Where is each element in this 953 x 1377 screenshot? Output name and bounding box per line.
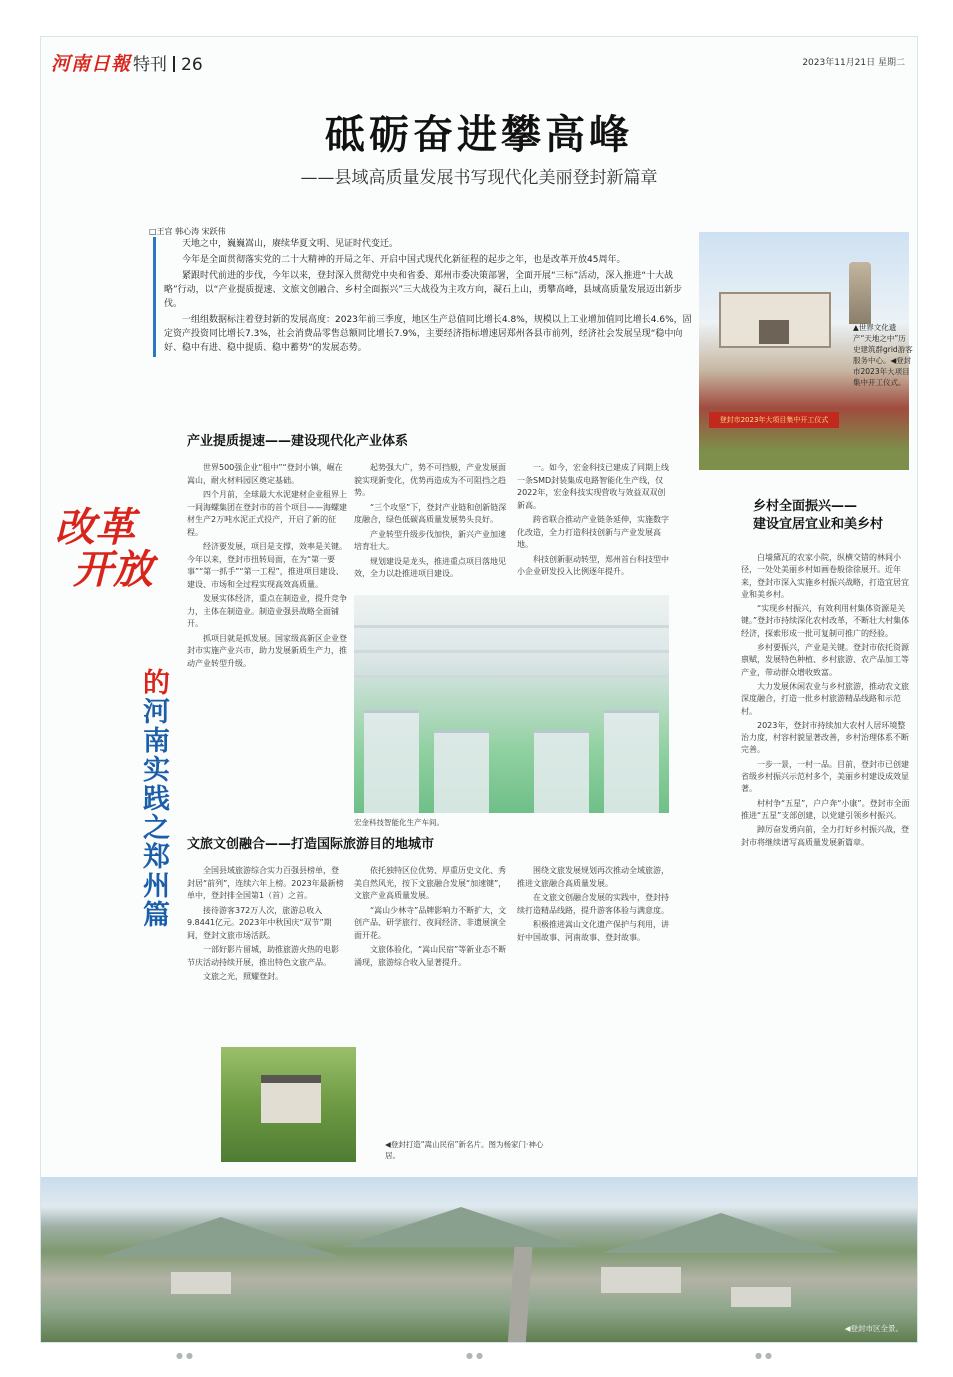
article-paragraph: 依托独特区位优势、厚重历史文化、秀美自然风光，按下文旅融合发展“加速键”，文旅产业高质量发展。: [354, 866, 507, 900]
page-subtitle: ——县域高质量发展书写现代化美丽登封新篇章: [300, 168, 658, 188]
article-paragraph: 乡村要振兴，产业是关键。登封市依托资源禀赋，发展特色种植、乡村旅游、农产品加工等产业，带动群众增收致富。: [741, 643, 909, 677]
machine-row: [604, 710, 659, 813]
building-block: [171, 1272, 231, 1294]
masthead: [41, 37, 917, 81]
mountain-shape: [341, 1207, 581, 1247]
article-paragraph: 四个月前，全球最大水泥建材企业租界上一间海螺集团在登封市的首个项目——海螺建材生产2万吨水泥正式投产，开启了新的征程。: [187, 490, 347, 537]
article-paragraph: 经济要发展，项目是支撑，效率是关键。今年以来，登封市扭转局面，在为“第一要事”“第一抓手”“第一工程”，推进项目建设、建设、市场和全过程实现高效高质量。: [187, 542, 347, 589]
article-paragraph: 规划建设是龙头，推进重点项目落地见效，全力以赴推进项目建设。: [354, 556, 506, 578]
machine-row: [364, 710, 419, 813]
panorama-caption: ◀登封市区全景。: [844, 1324, 903, 1333]
section-label: [133, 50, 203, 75]
lead-paragraph: 今年是全面贯彻落实党的二十大精神的开局之年、开启中国式现代化新征程的起步之年，也是改革开放45周年。: [182, 255, 626, 265]
byline: □王宫 韩心涛 宋跃伟: [149, 227, 226, 236]
building-block: [601, 1267, 681, 1293]
homestay-building: [261, 1075, 321, 1123]
rural-heading: [753, 498, 913, 534]
article-paragraph: 全国县域旅游综合实力百强县榜单，登封居“前列”，连续六年上榜。2023年最新榜单中，登封排全国第1（首）之首。: [187, 866, 344, 900]
article-paragraph: 2023年，登封市持续加大农村人居环境整治力度，村容村貌显著改善，乡村治理体系不断完善。: [741, 720, 909, 755]
series-title-char: 南: [143, 726, 170, 757]
rural-heading-line2: 建设宜居宜业和美乡村: [753, 517, 884, 532]
series-title-char: 实: [143, 755, 170, 786]
article-paragraph: 踔厉奋发勇向前，全力打好乡村振兴战，登封市将继续谱写高质量发展新篇章。: [741, 825, 909, 847]
ceiling-light: [354, 625, 669, 628]
article-paragraph: 白墙黛瓦的农家小院，纵横交错的林间小径，一处处美丽乡村如画卷般徐徐展开。近年来，登封市深入实施乡村振兴战略，打造宜居宜业和美乡村。: [741, 553, 909, 599]
vertical-series-title: [55, 504, 179, 931]
page-indicator-dots: ●●: [176, 1351, 196, 1360]
article-paragraph: “三个攻坚”下，登封产业链和创新链深度融合，绿色低碳高质量发展势头良好。: [354, 502, 507, 524]
section-name: 特刊: [133, 55, 167, 75]
article-paragraph: 积极推进嵩山文化遗产保护与利用，讲好中国故事、河南故事、登封故事。: [517, 920, 669, 942]
article-paragraph: 文旅体验化，“嵩山民宿”等新业态不断涌现，旅游综合收入显著提升。: [354, 945, 507, 967]
building-block: [731, 1287, 791, 1307]
machine-row: [534, 730, 589, 813]
series-title-column: [143, 669, 173, 930]
museum-building-image: [719, 292, 831, 348]
mountain-shape: [601, 1213, 841, 1253]
article-paragraph: 文旅之光，照耀登封。: [203, 972, 283, 981]
factory-photo: [354, 595, 669, 813]
city-panorama-photo: [41, 1177, 917, 1342]
series-title-char: 篇: [143, 900, 170, 931]
homestay-caption: ◀登封打造“嵩山民宿”新名片。图为杨家门·神心居。: [385, 1140, 544, 1160]
homestay-photo: [221, 1047, 356, 1162]
article-paragraph: 一步一景，一村一品。目前，登封市已创建省级乡村振兴示范村多个，美丽乡村建设成效显著。: [741, 759, 909, 794]
industry-column-1: [187, 462, 347, 812]
series-title-char: 州: [143, 871, 170, 902]
industry-heading: 产业提质提速——建设现代化产业体系: [187, 434, 409, 449]
article-paragraph: “实现乡村振兴，有效利用村集体资源是关键。”登封市持续深化农村改革，不断壮大村集体经济，探索形成一批可复制可推广的经验。: [741, 604, 910, 638]
article-paragraph: 一部好影片留城，助推旅游火热的电影节庆活动持续开展，推出特色文旅产品。: [187, 945, 339, 967]
article-paragraph: 科技创新驱动转型，郑州首台科技型中小企业研发投入比例逐年提升。: [517, 554, 669, 576]
newspaper-page: [40, 36, 918, 1343]
factory-photo-caption: 宏金科技智能化生产车间。: [354, 818, 444, 827]
article-paragraph: 接待游客372万人次，旅游总收入9.8441亿元。2023年中秋国庆“双节”期间，登封文旅市场活跃。: [187, 905, 332, 940]
pagoda-image: [849, 262, 871, 324]
article-paragraph: 一。如今，宏金科技已建成了同期上线一条SMD封装集成电路智能化生产线，仅2022年，宏金科技实现营收与效益双双创新高。: [517, 463, 669, 510]
series-title-char: 践: [143, 784, 170, 815]
series-title-line1: 改革: [55, 504, 135, 551]
tourism-column-2: [354, 865, 509, 1135]
series-title-char: 河: [143, 697, 170, 728]
page-indicator-dots: ●●: [755, 1351, 775, 1360]
article-paragraph: 世界500强企业“租中”“登封小镇，崛在嵩山，耐火材料园区奠定基础。: [187, 463, 343, 485]
rural-heading-line1: 乡村全面振兴——: [753, 499, 858, 514]
tourism-heading: 文旅文创融合——打造国际旅游目的地城市: [187, 837, 435, 852]
ceremony-stage-banner: 登封市2023年大项目集中开工仪式: [709, 412, 839, 428]
industry-column-3: [517, 462, 669, 587]
museum-door: [759, 320, 789, 344]
article-paragraph: 跨省联合推动产业链条延伸，实施数字化改造，全力打造科技创新与产业发展高地。: [517, 515, 669, 549]
issue-date: 2023年11月21日 星期二: [802, 58, 905, 68]
ceiling-light: [354, 675, 669, 678]
article-paragraph: 起势强大广，势不可挡般，产业发展面貌实现新变化，优势再造成为不可阻挡之趋势。: [354, 463, 506, 497]
page-number: 26: [181, 55, 203, 75]
machine-row: [434, 730, 489, 813]
series-title-char: 之: [143, 813, 170, 844]
industry-column-2: [354, 462, 509, 587]
article-paragraph: 发展实体经济，重点在制造业，提升竞争力，主体在制造业。制造业强县战略全面铺开。: [187, 594, 347, 628]
page-title: 砥砺奋进攀高峰: [325, 111, 633, 158]
mountain-shape: [101, 1217, 341, 1257]
article-paragraph: 在文旅文创融合发展的实践中，登封持续打造精品线路，提升游客体验与满意度。: [517, 893, 669, 915]
lead-paragraph: 紧跟时代前进的步伐，今年以来，登封深入贯彻党中央和省委、郑州市委决策部署，全面开展“三标”活动，深入推进“十大战略”行动，以“产业提质提速、文旅文创融合、乡村全面振兴”三大战役为主攻方向，凝石上山，勇攀高峰，县域高质量发展迈出新步伐。: [164, 271, 682, 309]
divider: [173, 56, 175, 72]
article-paragraph: 村村争“五星”，户户奔“小康”。登封市全面推进“五星”支部创建，以党建引领乡村振兴。: [741, 798, 910, 820]
newspaper-logo: 河南日報: [51, 53, 132, 75]
ceiling-light: [354, 650, 669, 653]
article-paragraph: 围绕文旅发展规划再次推动全域旅游，推进文旅融合高质量发展。: [517, 866, 669, 888]
lead-paragraph: 一组组数据标注着登封新的发展高度：2023年前三季度，地区生产总值同比增长4.8%，规模以上工业增加值同比增长4.6%，固定资产投资同比增长7.3%，社会消费品零售总额同比增长7.9%，主要经济指标增速居郑州各县市前列，经济社会发展呈现“稳中向好、稳中有进、稳中提质、稳中蓄势”的发展态势。: [164, 315, 692, 353]
tourism-column-1: [187, 865, 345, 1040]
lead-section: [153, 237, 694, 357]
article-paragraph: 大力发展休闲农业与乡村旅游，推动农文旅深度融合，打造一批乡村旅游精品线路和示范村。: [741, 681, 909, 716]
lead-paragraph: 天地之中，巍巍嵩山，赓续华夏文明、见证时代变迁。: [182, 239, 399, 249]
rural-column: [741, 552, 913, 1282]
page-indicator-dots: ●●: [466, 1351, 486, 1360]
article-paragraph: 产业转型升级步伐加快，新兴产业加速培育壮大。: [354, 529, 506, 551]
series-title-char: 的: [143, 668, 170, 699]
main-road: [508, 1247, 533, 1342]
article-paragraph: 抓项目就是抓发展。国家级高新区企业登封市实施产业兴市，助力发展新质生产力，推动产业转型升级。: [187, 633, 347, 668]
hero-caption: ▲世界文化遗产“天地之中”历史建筑群grid游客服务中心。◀登封市2023年大项目集中开工仪式。: [853, 323, 913, 387]
article-paragraph: “嵩山少林寺”品牌影响力不断扩大，文创产品、研学旅行、夜间经济、非遗展演全面开花。: [354, 905, 507, 940]
series-title-char: 郑: [143, 842, 170, 873]
series-title-line2: 开放: [73, 546, 153, 593]
